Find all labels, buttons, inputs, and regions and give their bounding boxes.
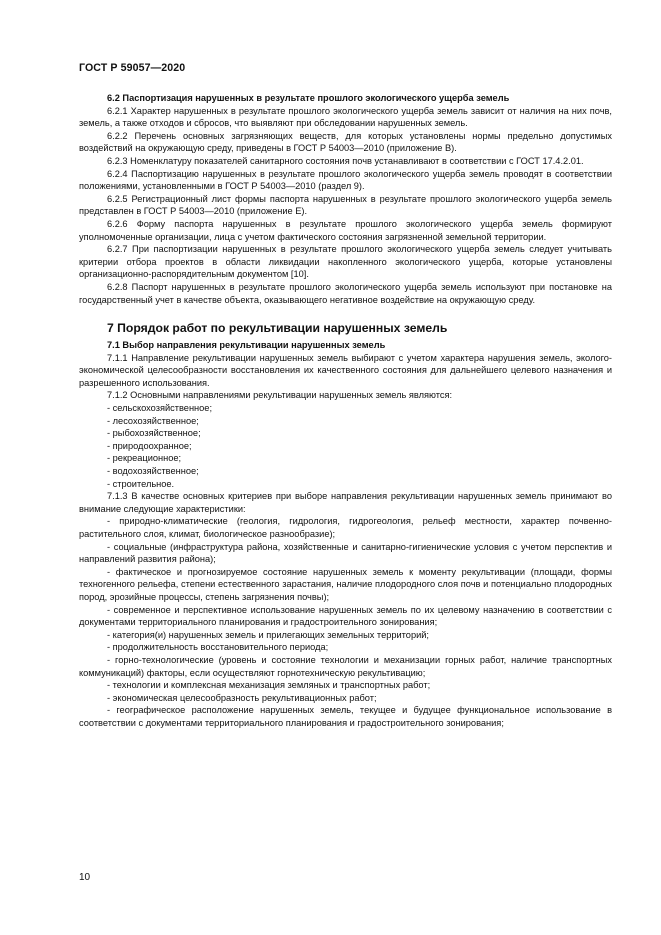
criterion-item: - социальные (инфраструктура района, хозяйственные и санитарно-гигиенические условия с учетом перспектив и направлений развития района);	[79, 541, 612, 565]
direction-item: - рекреационное;	[107, 453, 182, 464]
criterion-item: - продолжительность восстановительного периода;	[107, 642, 329, 653]
direction-item: - рыбохозяйственное;	[107, 428, 201, 439]
section-7-title: 7 Порядок работ по рекультивации нарушенных земель	[107, 321, 448, 336]
paragraph-7-1-2: 7.1.2 Основными направлениями рекультивации нарушенных земель являются:	[107, 390, 453, 401]
paragraph-6-2-7: 6.2.7 При паспортизации нарушенных в результате прошлого экологического ущерба земель следует учитывать критерии отбора проектов в области ликвидации накопленного экологического ущерба, которые установлены организационно-распорядительным документом [10].	[79, 244, 612, 280]
criterion-item: - категория(и) нарушенных земель и прилегающих земельных территорий;	[107, 629, 429, 640]
criterion-item: - экономическая целесообразность рекультивационных работ;	[107, 692, 377, 703]
paragraph-7-1-1: 7.1.1 Направление рекультивации нарушенных земель выбирают с учетом характера нарушения земель, эколого-экономической целесообразности восстановления их качественного состояния для дальнейшего целевого назначения и разрешенного использования.	[79, 352, 612, 388]
criterion-item: - современное и перспективное использование нарушенных земель по их целевому назначению в соответствии с документами территориального планирования и градостроительного зонирования;	[79, 604, 612, 628]
paragraph-6-2-5: 6.2.5 Регистрационный лист формы паспорта нарушенных в результате прошлого экологического ущерба земель представлен в ГОСТ Р 54003—2010 (приложение Е).	[79, 193, 612, 217]
paragraph-6-2-4: 6.2.4 Паспортизацию нарушенных в результате прошлого экологического ущерба земель проводят в соответствии положениями, установленными в ГОСТ Р 54003—2010 (раздел 9).	[79, 168, 612, 192]
criterion-item: - природно-климатические (геология, гидрология, гидрогеология, рельеф местности, характер почвенно-растительного слоя, климат, биологическое разнообразие);	[79, 516, 612, 539]
paragraph-6-2-3: 6.2.3 Номенклатуру показателей санитарного состояния почв устанавливают в соответствии с ГОСТ 17.4.2.01.	[107, 155, 584, 166]
criterion-item: - фактическое и прогнозируемое состояние нарушенных земель к моменту рекультивации (площади, формы техногенного рельефа, степени естественного зарастания, наличие плодородного слоя почв и потенциально плодородных пород, эрозийные процессы, степень загрязнения почвы);	[79, 566, 612, 602]
page-number: 10	[79, 872, 91, 883]
direction-item: - лесохозяйственное;	[107, 415, 199, 426]
criterion-item: - географическое расположение нарушенных земель, текущее и будущее функциональное использование в соответствии с документами территориального планирования и градостроительного зонирования;	[79, 705, 612, 728]
section-7-1-title: 7.1 Выбор направления рекультивации нарушенных земель	[107, 340, 386, 351]
paragraph-6-2-1: 6.2.1 Характер нарушенных в результате прошлого экологического ущерба земель зависит от наличия на них почв, земель, а также отходов и сбросов, что выявляют при обследовании нарушенных земель.	[79, 105, 612, 129]
direction-item: - природоохранное;	[107, 440, 192, 451]
direction-item: - строительное.	[107, 478, 175, 489]
paragraph-6-2-8: 6.2.8 Паспорт нарушенных в результате прошлого экологического ущерба земель используют при постановке на государственный учет в качестве объекта, оказывающего негативное воздействие на окружающую среду.	[79, 281, 612, 305]
direction-item: - водохозяйственное;	[107, 466, 199, 477]
criterion-item: - горно-технологические (уровень и состояние технологии и механизации горных работ, наличие транспортных коммуникаций) факторы, если осуществляют горнотехническую рекультивацию;	[79, 654, 612, 678]
document-body	[79, 92, 612, 730]
paragraph-7-1-3: 7.1.3 В качестве основных критериев при выборе направления рекультивации нарушенных земель принимают во внимание следующие характеристики:	[79, 491, 612, 514]
paragraph-6-2-2: 6.2.2 Перечень основных загрязняющих веществ, для которых установлены нормы предельно допустимых воздействий на окружающую среду, приведены в ГОСТ Р 54003—2010 (приложение В).	[79, 130, 612, 154]
criterion-item: - технологии и комплексная механизация земляных и транспортных работ;	[107, 680, 431, 691]
paragraph-6-2-6: 6.2.6 Форму паспорта нарушенных в результате прошлого экологического ущерба земель формируют уполномоченные организации, лица с учетом фактического состояния загрязненной земельной территории.	[79, 218, 612, 242]
direction-item: - сельскохозяйственное;	[107, 403, 213, 414]
section-6-2-title: 6.2 Паспортизация нарушенных в результате прошлого экологического ущерба земель	[107, 93, 510, 103]
standard-header: ГОСТ Р 59057—2020	[79, 62, 186, 74]
